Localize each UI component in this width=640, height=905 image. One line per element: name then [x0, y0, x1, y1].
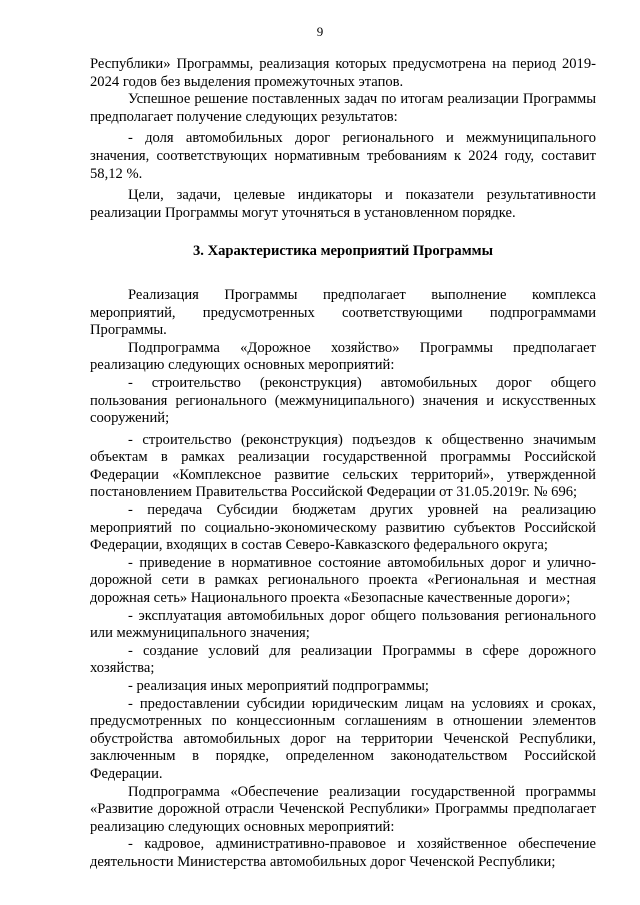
paragraph-subprogram-roads: Подпрограмма «Дорожное хозяйство» Программы предполагает реализацию следующих основных мероприятий:	[90, 339, 596, 374]
list-item-access-roads: - строительство (реконструкция) подъездов к общественно значимым объектам в рамках реализации государственной программы Российской Федерации «Комплексное развитие сельских территорий», утвержденной постановлением Правительства Российской Федерации от 31.05.2019г. № 696;	[90, 431, 596, 501]
paragraph-program-implementation: Реализация Программы предполагает выполнение комплекса мероприятий, предусмотренных соответствующими подпрограммами Программы.	[90, 286, 596, 339]
list-item-operation: - эксплуатация автомобильных дорог общего пользования регионального или межмуниципального значения;	[90, 607, 596, 642]
paragraph-subprogram-support: Подпрограмма «Обеспечение реализации государственной программы «Развитие дорожной отрасли Чеченской Республики» Программы предполагает реализацию следующих основных мероприятий:	[90, 783, 596, 835]
list-item-construction: - строительство (реконструкция) автомобильных дорог общего пользования регионального (межмуниципального) значения и искусственных сооружений;	[90, 374, 596, 427]
document-body	[90, 56, 596, 872]
paragraph-goals-note: Цели, задачи, целевые индикаторы и показатели результативности реализации Программы могут уточняться в установленном порядке.	[90, 187, 596, 221]
list-item-subsidy-transfer: - передача Субсидии бюджетам других уровней на реализацию мероприятий по социально-экономическому развитию субъектов Российской Федерации, входящих в состав Северо-Кавказского федерального округа;	[90, 502, 596, 554]
paragraph-results-intro: Успешное решение поставленных задач по итогам реализации Программы предполагает получение следующих результатов:	[90, 91, 596, 125]
paragraph-result-item: - доля автомобильных дорог регионального и межмуниципального значения, соответствующих нормативным требованиям к 2024 году, составит 58,12 %.	[90, 130, 596, 182]
paragraph-continuation: Республики» Программы, реализация которых предусмотрена на период 2019-2024 годов без выделения промежуточных этапов.	[90, 56, 596, 90]
section-heading: 3. Характеристика мероприятий Программы	[193, 243, 493, 260]
page-number: 9	[316, 24, 324, 39]
list-item-conditions: - создание условий для реализации Программы в сфере дорожного хозяйства;	[90, 642, 596, 677]
list-item-legal-entity-subsidy: - предоставлении субсидии юридическим лицам на условиях и сроках, предусмотренных по концессионным соглашениям в отношении элементов обустройства автомобильных дорог на территории Чеченской Республики, заключенным в порядке, определенном законодательством Российской Федерации.	[90, 695, 596, 782]
list-item-other-measures: - реализация иных мероприятий подпрограммы;	[128, 678, 429, 694]
list-item-normative-state: - приведение в нормативное состояние автомобильных дорог и улично-дорожной сети в рамках регионального проекта «Региональная и местная дорожная сеть» Национального проекта «Безопасные качественные дороги»;	[90, 554, 596, 607]
list-item-staffing: - кадровое, административно-правовое и хозяйственное обеспечение деятельности Министерства автомобильных дорог Чеченской Республики;	[90, 836, 596, 870]
